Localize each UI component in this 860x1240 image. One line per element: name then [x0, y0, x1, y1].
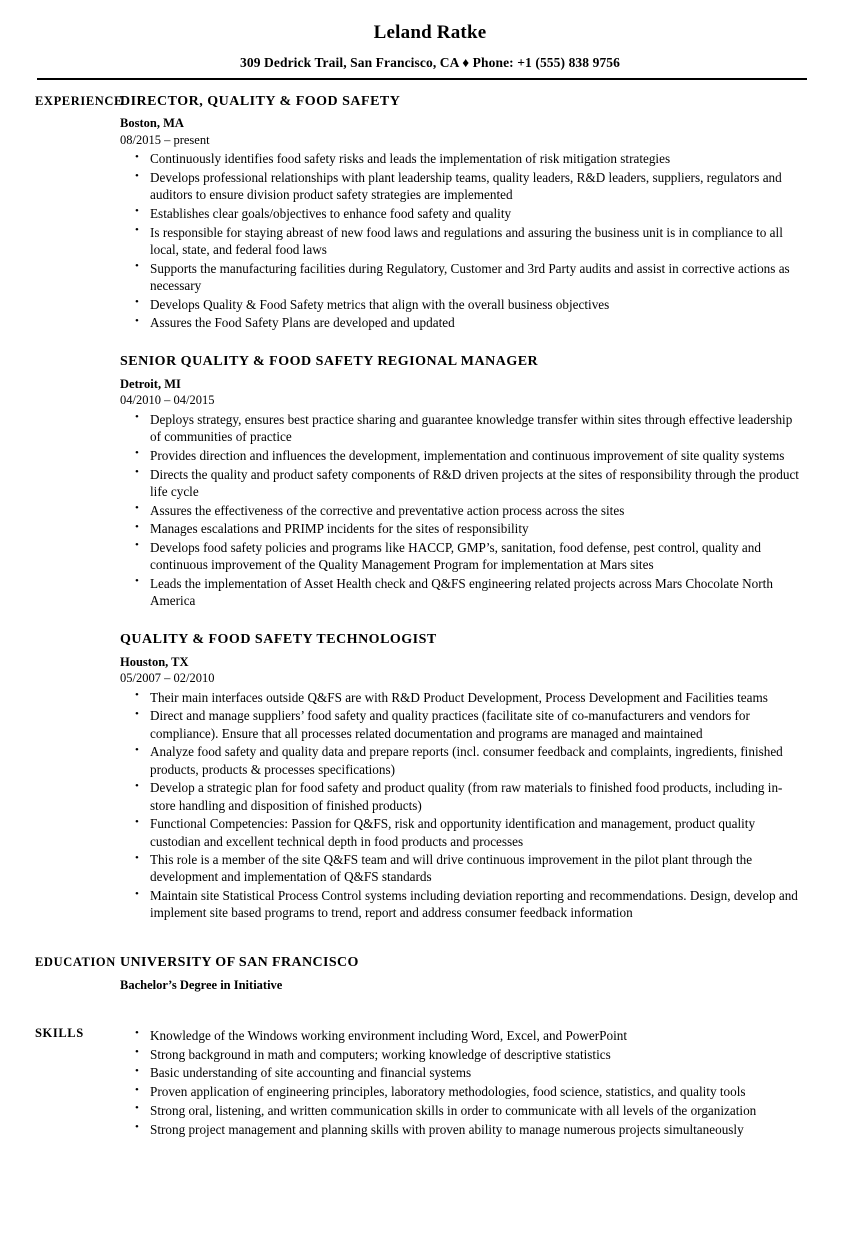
section-label-education: EDUCATION	[35, 954, 116, 969]
candidate-name: Leland Ratke	[373, 22, 487, 43]
bullet-item: • Functional Competencies: Passion for Q&FS, risk and opportunity identification and management, product quality custodian and excellent technical depth in food products and processes	[133, 815, 805, 849]
bullet-list	[120, 411, 805, 609]
job-dates: 05/2007 – 02/2010	[120, 671, 215, 686]
bullet-item: • Provides direction and influences the development, implementation and continuous improvement of site quality systems	[133, 447, 805, 464]
bullet-item: • Continuously identifies food safety risks and leads the implementation of risk mitigation strategies	[133, 150, 805, 167]
bullet-item: • Directs the quality and product safety components of R&D driven projects at the sites of responsibility through the product life cycle	[133, 466, 805, 500]
bullet-item: • Manages escalations and PRIMP incidents for the sites of responsibility	[133, 520, 805, 537]
bullet-item: • Develops food safety policies and programs like HACCP, GMP’s, sanitation, food defense, pest control, quality and continuous improvement of the Quality Management Program for implementation at Mars sites	[133, 539, 805, 573]
skills-bullet-list	[120, 1027, 805, 1138]
section-label-experience: EXPERIENCE	[35, 93, 123, 108]
job-location: Houston, TX	[120, 654, 189, 669]
job-title: DIRECTOR, QUALITY & FOOD SAFETY	[120, 93, 401, 109]
section-skills	[0, 1025, 860, 1137]
job-location: Detroit, MI	[120, 376, 181, 391]
bullet-item: • Is responsible for staying abreast of new food laws and regulations and assuring the business unit is in compliance to all local, state, and federal food laws	[133, 224, 805, 258]
skill-item: • Strong background in math and computers; working knowledge of descriptive statistics	[133, 1046, 805, 1063]
bullet-item: • Direct and manage suppliers’ food safety and quality practices (facilitate site of co-manufacturers and vendors for compliance). Ensure that all processes related documentation and programs are managed and maintained	[133, 707, 805, 741]
bullet-item: • Supports the manufacturing facilities during Regulatory, Customer and 3rd Party audits and assist in corrective actions as necessary	[133, 260, 805, 294]
job-entry	[120, 93, 805, 332]
bullet-item: • Develops professional relationships with plant leadership teams, quality leaders, R&D leaders, suppliers, regulators and auditors to ensure division product safety strategies are implemented	[133, 169, 805, 203]
job-dates: 04/2010 – 04/2015	[120, 393, 215, 408]
education-degree: Bachelor’s Degree in Initiative	[120, 977, 283, 992]
skill-item: • Strong oral, listening, and written communication skills in order to communicate with all levels of the organization	[133, 1102, 805, 1119]
skill-item: • Basic understanding of site accounting and financial systems	[133, 1064, 805, 1081]
experience-entries	[120, 93, 860, 922]
skill-item: • Proven application of engineering principles, laboratory methodologies, food science, statistics, and quality tools	[133, 1083, 805, 1100]
bullet-item: • Establishes clear goals/objectives to enhance food safety and quality	[133, 205, 805, 222]
job-title: SENIOR QUALITY & FOOD SAFETY REGIONAL MANAGER	[120, 354, 539, 370]
bullet-item: • Assures the effectiveness of the corrective and preventative action process across the sites	[133, 502, 805, 519]
job-entry	[120, 631, 805, 921]
section-experience	[0, 93, 860, 922]
bullet-item: • Maintain site Statistical Process Control systems including deviation reporting and recommendations. Design, develop and implement site based programs to trend, report and address consumer feedback information	[133, 887, 805, 921]
section-label-skills: SKILLS	[35, 1026, 84, 1041]
section-education	[0, 954, 860, 994]
resume-content	[0, 80, 860, 1138]
skills-entries	[120, 1025, 860, 1137]
bullet-item: • Leads the implementation of Asset Health check and Q&FS engineering related projects across Mars Chocolate North America	[133, 575, 805, 609]
bullet-item: • Develops Quality & Food Safety metrics that align with the overall business objectives	[133, 296, 805, 313]
bullet-item: • Develop a strategic plan for food safety and product quality (from raw materials to finished food products, including in-store handling and disposition of finished products)	[133, 779, 805, 813]
skill-item: • Knowledge of the Windows working environment including Word, Excel, and PowerPoint	[133, 1027, 805, 1044]
job-location: Boston, MA	[120, 116, 184, 131]
bullet-list	[120, 150, 805, 331]
candidate-contact-line: 309 Dedrick Trail, San Francisco, CA ♦ Phone: +1 (555) 838 9756	[240, 54, 620, 70]
job-entry	[120, 353, 805, 609]
education-entry	[120, 954, 860, 994]
job-dates: 08/2015 – present	[120, 132, 210, 147]
bullet-item: • Assures the Food Safety Plans are developed and updated	[133, 314, 805, 331]
bullet-list	[120, 689, 805, 922]
bullet-item: • This role is a member of the site Q&FS team and will drive continuous improvement in the pilot plant through the development and implementation of Q&FS standards	[133, 851, 805, 885]
bullet-item: • Analyze food safety and quality data and prepare reports (incl. consumer feedback and complaints, ingredients, finished products, products & processes specifications)	[133, 743, 805, 777]
education-school: UNIVERSITY OF SAN FRANCISCO	[120, 954, 359, 970]
job-title: QUALITY & FOOD SAFETY TECHNOLOGIST	[120, 632, 437, 648]
skill-item: • Strong project management and planning skills with proven ability to manage numerous projects simultaneously	[133, 1121, 805, 1138]
bullet-item: • Their main interfaces outside Q&FS are with R&D Product Development, Process Development and Facilities teams	[133, 689, 805, 706]
bullet-item: • Deploys strategy, ensures best practice sharing and guarantee knowledge transfer within sites through effective leadership of communities of practice	[133, 411, 805, 445]
resume-header	[0, 0, 860, 71]
